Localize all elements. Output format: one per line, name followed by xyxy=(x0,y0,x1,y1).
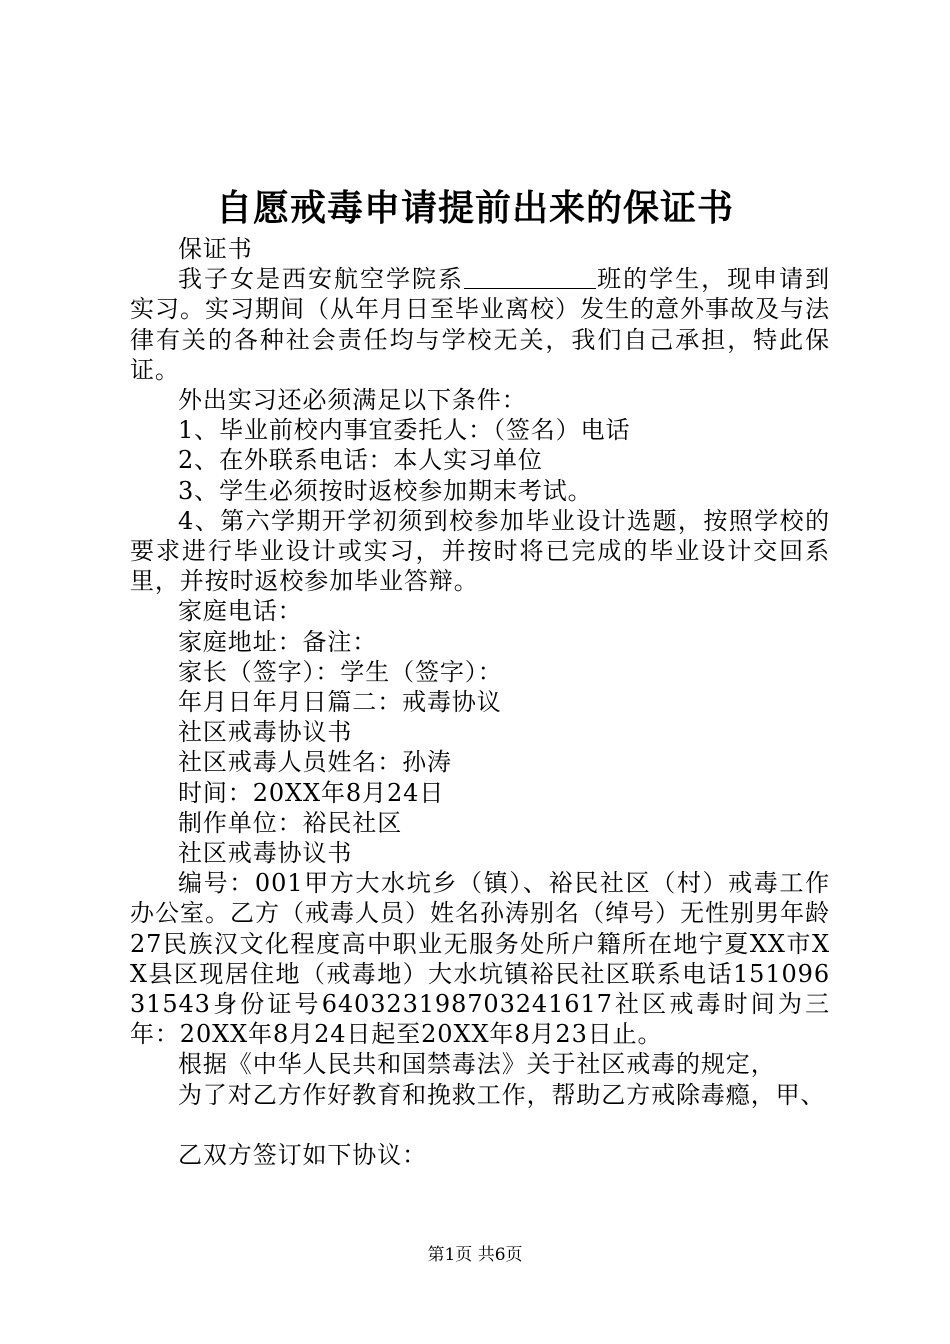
guarantee-text-end: 班的学生，现申请到实习。实习期间（从年月日至毕业离校）发生的意外事故及与法律有关的各种社会责任均与学校无关，我们自己承担，特此保证。 xyxy=(130,265,830,384)
condition-2: 2、在外联系电话：本人实习单位 xyxy=(178,446,543,475)
agreement-intro-line: 乙双方签订如下协议： xyxy=(178,1140,427,1169)
date-line: 年月日年月日篇二：戒毒协议 xyxy=(178,688,502,717)
agreement-title-2: 社区戒毒协议书 xyxy=(178,839,353,868)
condition-4: 4、第六学期开学初须到校参加毕业设计选题，按照学校的要求进行毕业设计或实习，并按时将已完成的毕业设计交回系里，并按时返校参加毕业答辩。 xyxy=(130,506,830,596)
document-body xyxy=(130,234,830,1170)
producer-line: 制作单位：裕民社区 xyxy=(178,808,403,837)
condition-1: 1、毕业前校内事宜委托人：（签名）电话 xyxy=(178,416,631,445)
agreement-details: 编号：001甲方大水坑乡（镇）、裕民社区（村）戒毒工作办公室。乙方（戒毒人员）姓名孙涛别名（绰号）无性别男年龄27民族汉文化程度高中职业无服务处所户籍所在地宁夏XX市XX县区现居住地（戒毒地）大水坑镇裕民社区联系电话15109631543身份证号640323198703241617社区戒毒时间为三年：20XX年8月24日起至20XX年8月23日止。 xyxy=(130,869,830,1049)
agreement-title-1: 社区戒毒协议书 xyxy=(178,718,353,747)
home-phone-line: 家庭电话： xyxy=(178,597,303,626)
home-address-line: 家庭地址：备注： xyxy=(178,627,378,656)
legal-basis-line: 根据《中华人民共和国禁毒法》关于社区戒毒的规定， xyxy=(178,1050,776,1079)
guarantee-text-start: 我子女是西安航空学院系 xyxy=(178,265,464,294)
condition-3: 3、学生必须按时返校参加期末考试。 xyxy=(178,476,593,505)
person-name-line: 社区戒毒人员姓名：孙涛 xyxy=(178,748,452,777)
time-line: 时间：20XX年8月24日 xyxy=(178,778,445,807)
signature-line: 家长（签字）：学生（签字）： xyxy=(178,657,503,686)
department-blank xyxy=(464,266,596,289)
paragraph-conditions: 外出实习还必须满足以下条件： xyxy=(178,386,527,415)
paragraph-gap xyxy=(130,1110,830,1140)
purpose-line: 为了对乙方作好教育和挽救工作，帮助乙方戒除毒瘾，甲、 xyxy=(178,1080,826,1109)
paragraph-heading: 保证书 xyxy=(178,235,253,263)
document-title: 自愿戒毒申请提前出来的保证书 xyxy=(215,187,734,229)
paragraph-guarantee xyxy=(130,264,830,385)
page-number: 第1页 共6页 xyxy=(427,1245,523,1265)
